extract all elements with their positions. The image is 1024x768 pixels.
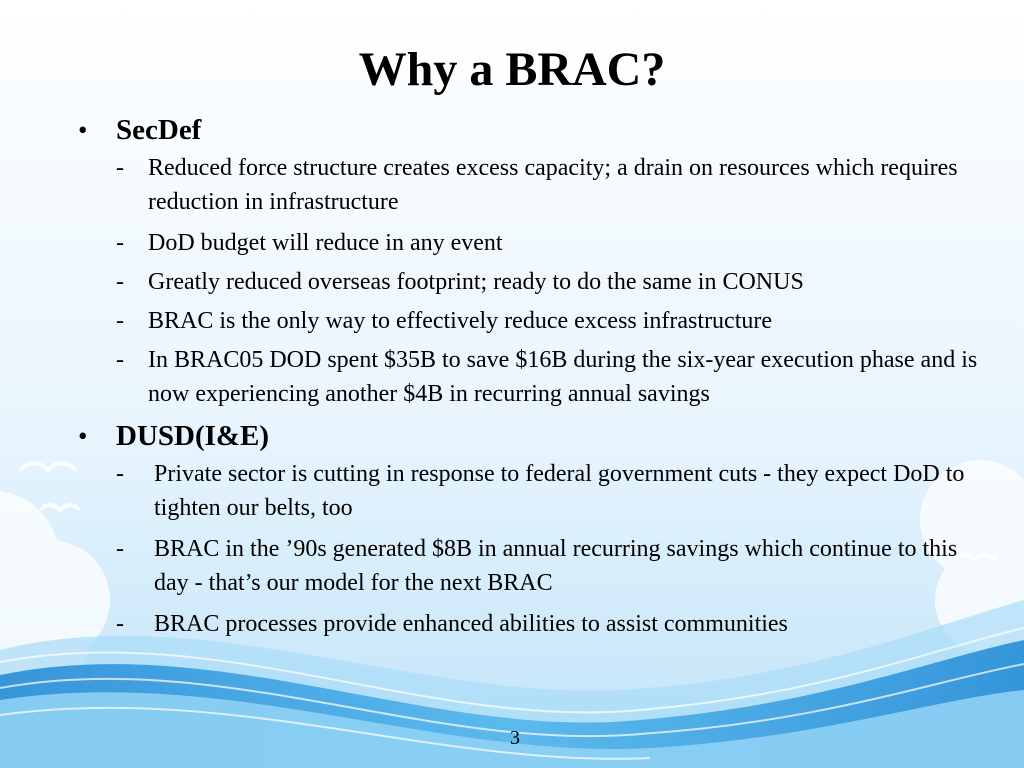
dash-icon: - [116,269,124,295]
list-item-text: BRAC is the only way to effectively reduce excess infrastructure [148,308,773,334]
list-item [0,532,1024,604]
list-item-text: DoD budget will reduce in any event [148,230,503,256]
list-item-text: Greatly reduced overseas footprint; ready to do the same in CONUS [148,269,804,295]
section-heading: DUSD(I&E) [116,420,270,452]
dash-icon: - [116,155,124,181]
bullet-heading-row [0,112,1024,148]
list-item-text: Private sector is cutting in response to federal government cuts - they expect DoD to tighten our belts, too [154,461,965,521]
section-secdef [0,112,1024,415]
list-item [0,607,1024,643]
dash-icon: - [116,536,124,562]
list-item-text: BRAC in the ’90s generated $8B in annual recurring savings which continue to this day - that’s our model for the next BRAC [154,536,958,596]
list-item-text: Reduced force structure creates excess capacity; a drain on resources which requires reduction in infrastructure [148,155,958,215]
bullet-icon: • [78,421,88,451]
dash-icon: - [116,461,124,487]
dash-icon: - [116,230,124,256]
bullet-heading-row [0,418,1024,454]
dash-icon: - [116,611,124,637]
dash-icon: - [116,347,124,373]
list-item [0,304,1024,340]
slide-title: Why a BRAC? [358,43,666,96]
list-item-text: In BRAC05 DOD spent $35B to save $16B during the six-year execution phase and is now experiencing another $4B in recurring annual savings [148,347,978,407]
bullet-icon: • [78,115,88,145]
list-item [0,226,1024,262]
list-item-text: BRAC processes provide enhanced abilities to assist communities [154,611,788,637]
page-number: 3 [510,727,520,749]
dash-icon: - [116,308,124,334]
list-item [0,151,1024,223]
section-dusd [0,418,1024,643]
section-heading: SecDef [116,114,202,146]
list-item [0,457,1024,529]
list-item [0,265,1024,301]
list-item [0,343,1024,415]
